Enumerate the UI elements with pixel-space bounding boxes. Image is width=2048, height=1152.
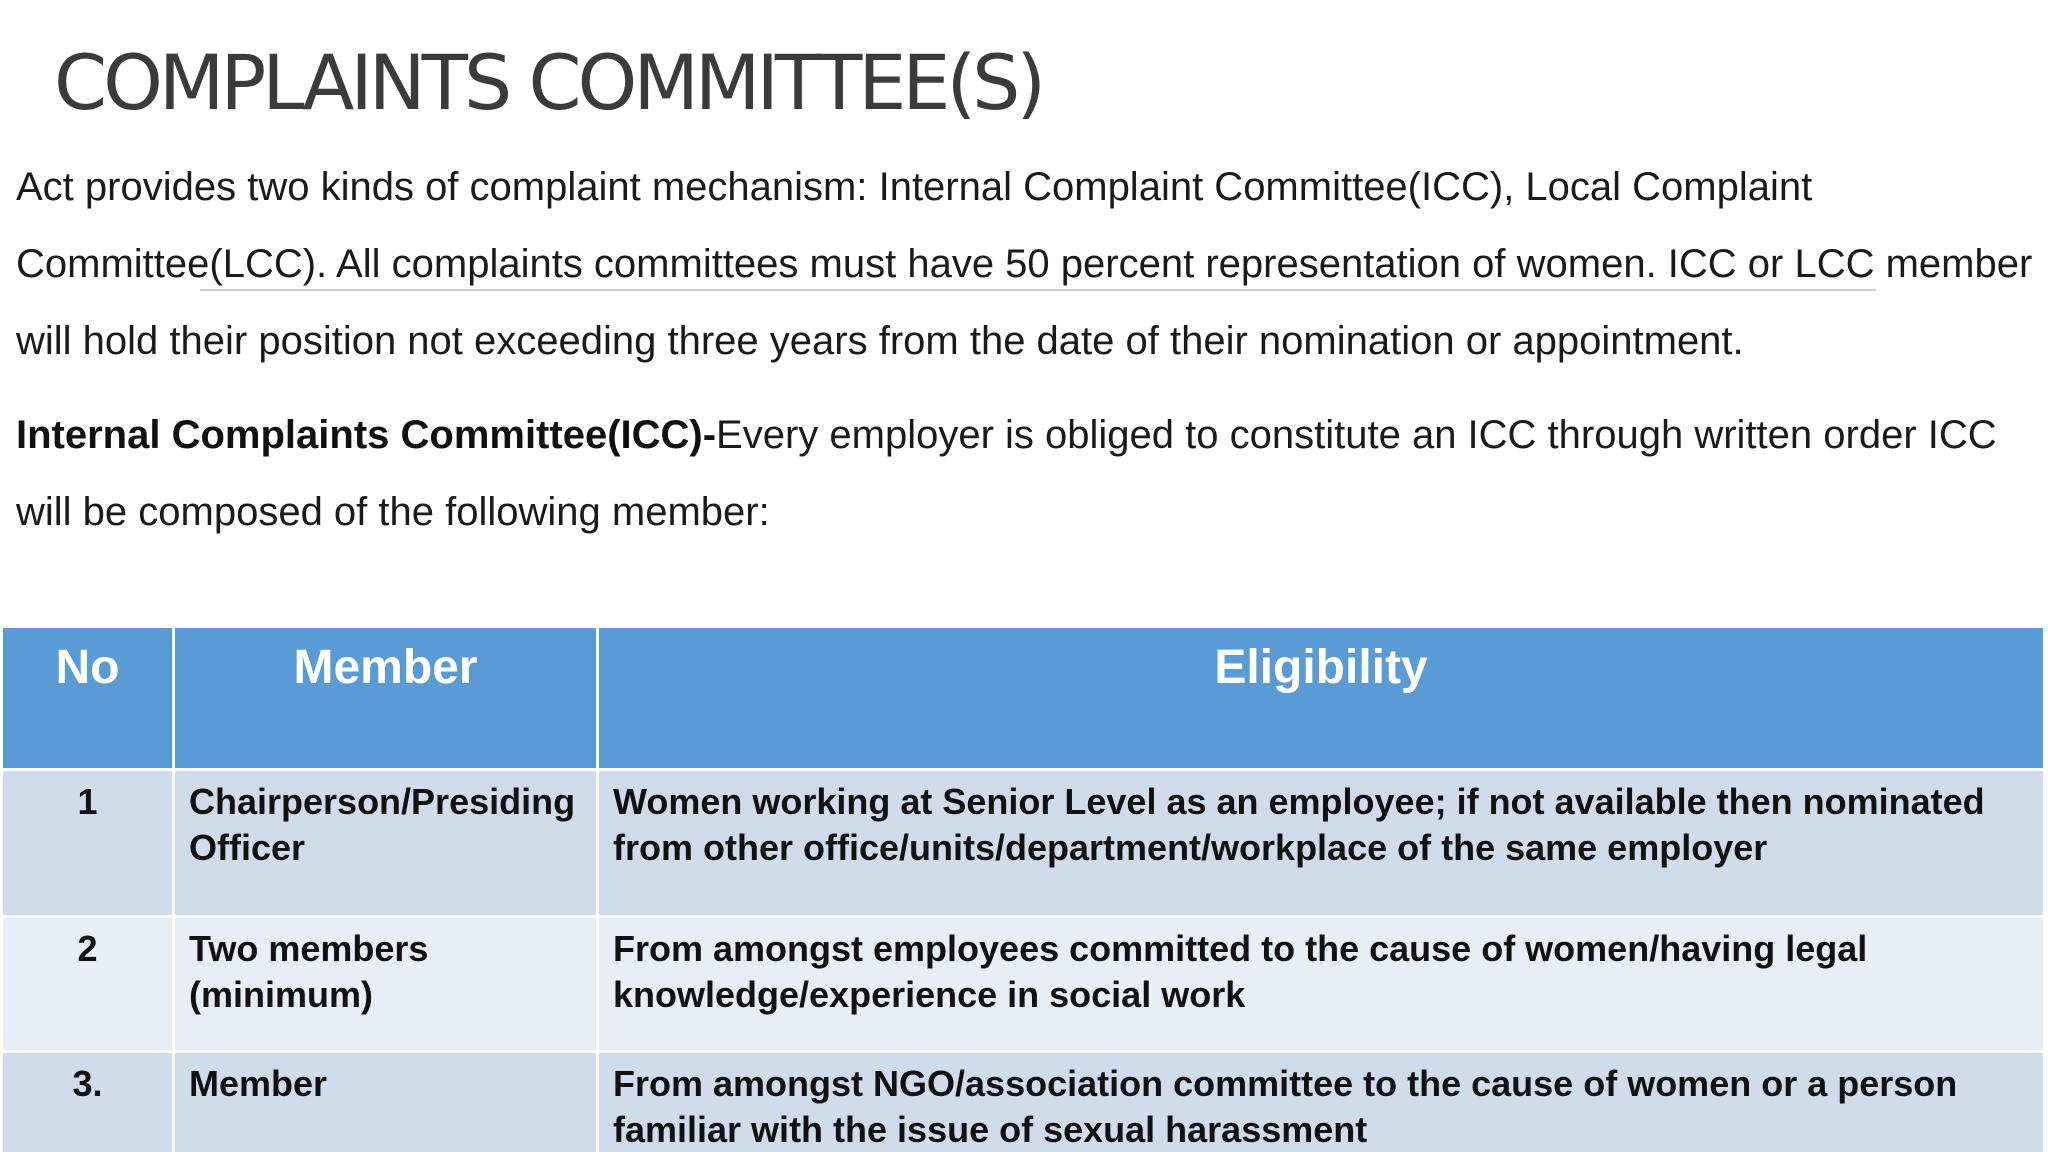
table-row <box>2 1052 2045 1152</box>
cell-no: 2 <box>2 917 174 1052</box>
slide-title: COMPLAINTS COMMITTEE(S) <box>54 38 1042 127</box>
intro-paragraph: Act provides two kinds of complaint mechanism: Internal Complaint Committee(ICC), Local Complaint Committee(LCC). All complaints committees must have 50 percent representation of women. ICC or LCC member will hold their position not exceeding three years from the date of their nomination or appointment. <box>16 165 2033 363</box>
table-header-row <box>2 627 2045 770</box>
cell-member: Chairperson/Presiding Officer <box>174 770 598 917</box>
header-member: Member <box>174 627 598 770</box>
cell-eligibility: From amongst employees committed to the cause of women/having legal knowledge/experience in social work <box>598 917 2045 1052</box>
intro-underline <box>200 289 1876 291</box>
table-row <box>2 770 2045 917</box>
cell-eligibility: From amongst NGO/association committee to the cause of women or a person familiar with the issue of sexual harassment <box>598 1052 2045 1152</box>
cell-member: Member <box>174 1052 598 1152</box>
icc-lead: Internal Complaints Committee(ICC)- <box>16 413 717 457</box>
cell-no: 3. <box>2 1052 174 1152</box>
cell-member: Two members (minimum) <box>174 917 598 1052</box>
header-eligibility: Eligibility <box>598 627 2045 770</box>
cell-no: 1 <box>2 770 174 917</box>
cell-eligibility: Women working at Senior Level as an employee; if not available then nominated from other office/units/department/workplace of the same employer <box>598 770 2045 917</box>
icc-text: Every employer is obliged to constitute an ICC through written order ICC will be composed of the following member: <box>16 413 1997 534</box>
icc-paragraph <box>16 397 2036 551</box>
members-table <box>0 625 2046 1152</box>
table-row <box>2 917 2045 1052</box>
header-no: No <box>2 627 174 770</box>
